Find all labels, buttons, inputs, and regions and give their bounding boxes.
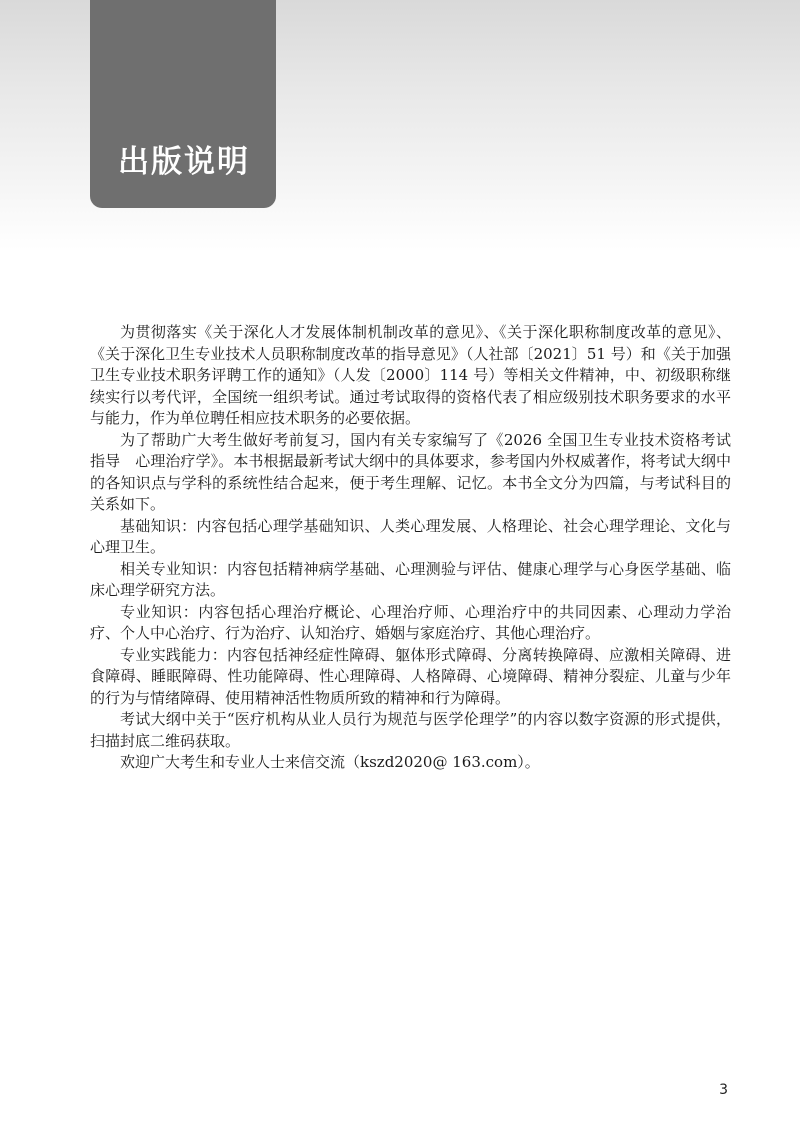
paragraph-book-intro: 为了帮助广大考生做好考前复习，国内有关专家编写了《2026 全国卫生专业技术资格考试指导 心理治疗学》。本书根据最新考试大纲中的具体要求，参考国内外权威著作，将考试大纲中的各知识点与学科的系统性结合起来，便于考生理解、记忆。本书全文分为四篇，与考试科目的关系如下。 xyxy=(90,430,731,513)
paragraph-professional-knowledge: 专业知识：内容包括心理治疗概论、心理治疗师、心理治疗中的共同因素、心理动力学治疗、个人中心治疗、行为治疗、认知治疗、婚姻与家庭治疗、其他心理治疗。 xyxy=(90,602,731,642)
title-tab xyxy=(90,0,276,208)
paragraph-related-knowledge: 相关专业知识：内容包括精神病学基础、心理测验与评估、健康心理学与心身医学基础、临床心理学研究方法。 xyxy=(90,559,731,599)
body-text xyxy=(90,322,731,774)
paragraph-contact: 欢迎广大考生和专业人士来信交流（kszd2020@ 163.com）。 xyxy=(120,753,540,771)
page-title: 出版说明 xyxy=(118,144,250,180)
paragraph-digital-resource: 考试大纲中关于“医疗机构从业人员行为规范与医学伦理学”的内容以数字资源的形式提供，扫描封底二维码获取。 xyxy=(90,710,731,750)
page-number: 3 xyxy=(719,1082,728,1098)
paragraph-policy: 为贯彻落实《关于深化人才发展体制机制改革的意见》、《关于深化职称制度改革的意见》、《关于深化卫生专业技术人员职称制度改革的指导意见》（人社部〔2021〕51 号）和《关于加强卫生专业技术职务评聘工作的通知》（人发〔2000〕114 号）等相关文件精神，中、初级职称继续实行以考代评，全国统一组织考试。通过考试取得的资格代表了相应级别技术职务要求的水平与能力，作为单位聘任相应技术职务的必要依据。 xyxy=(90,323,731,427)
paragraph-basic-knowledge: 基础知识：内容包括心理学基础知识、人类心理发展、人格理论、社会心理学理论、文化与心理卫生。 xyxy=(90,516,731,556)
paragraph-practice-ability: 专业实践能力：内容包括神经症性障碍、躯体形式障碍、分离转换障碍、应激相关障碍、进食障碍、睡眠障碍、性功能障碍、性心理障碍、人格障碍、心境障碍、精神分裂症、儿童与少年的行为与情绪障碍、使用精神活性物质所致的精神和行为障碍。 xyxy=(90,645,731,707)
